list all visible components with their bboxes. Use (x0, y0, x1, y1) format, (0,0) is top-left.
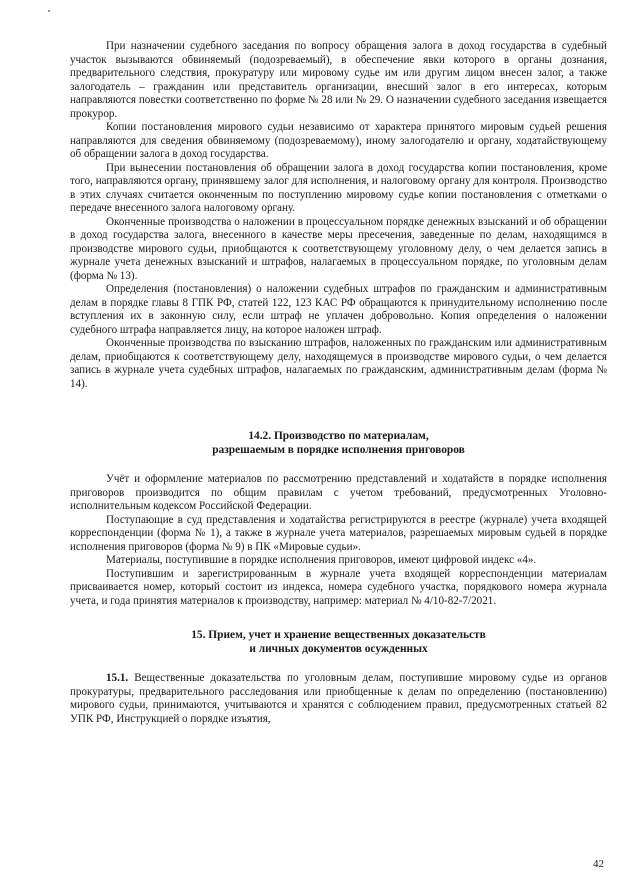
paragraph: Материалы, поступившие в порядке исполнения приговоров, имеют цифровой индекс «4». (106, 554, 537, 566)
paragraph: При вынесении постановления об обращении залога в доход государства копии постановления, кроме того, направляются органу, принявшему залог для исполнения, и налоговому органу для контроля. Производство в этих случаях считается оконченным по поступлению мировому судье копии постановления с отметками о передаче внесенного залога налоговому органу. (70, 161, 607, 214)
heading-line: 15. Прием, учет и хранение вещественных доказательств (191, 629, 486, 641)
paragraph: Определения (постановления) о наложении судебных штрафов по гражданским и административным делам в порядке главы 8 ГПК РФ, статей 122, 123 КАС РФ обращаются к принудительному исполнению после вступления их в законную силу, если штраф не уплачен добровольно. Копия определения о наложении судебного штрафа направляется лицу, на которое наложен штраф. (70, 283, 607, 336)
section-heading-15 (70, 628, 607, 656)
heading-line: и личных документов осужденных (249, 643, 428, 655)
paragraph: Поступающие в суд представления и ходатайства регистрируются в реестре (журнале) учета входящей корреспонденции (форма № 1), а также в журнале учета материалов, разрешаемых мировым судьей в порядке исполнения приговоров (форма № 9) в ПК «Мировые судьи». (70, 513, 607, 553)
section-heading-14-2 (70, 429, 607, 457)
spacer (70, 391, 607, 429)
paragraph-text: Вещественные доказательства по уголовным делам, поступившие мировому судье из органов прокуратуры, предварительного расследования или приобщенные к делам по определению (постановлению) мирового судьи, принимаются, учитываются и хранятся с соблюдением правил, предусмотренных статьей 82 УПК РФ, Инструкцией о порядке изъятия, (70, 672, 607, 725)
page-number: 42 (593, 858, 604, 870)
paragraph: Оконченные производства по взысканию штрафов, наложенных по гражданским или административным делам, приобщаются к соответствующему делу, находящемуся в производстве мирового судьи, о чем делается запись в журнале учета судебных штрафов, налагаемых по гражданским, административным делам (форма № 14). (70, 337, 607, 390)
paragraph: Учёт и оформление материалов по рассмотрению представлений и ходатайств в порядке исполнения приговоров производится по общим правилам с учетом требований, предусмотренных Уголовно-исполнительным кодексом Российской Федерации. (70, 473, 607, 512)
paragraph: Копии постановления мирового судьи независимо от характера принятого мировым судьей решения направляются для сведения обвиняемому (подозреваемому), иному залогодателю и органу, ходатайствующему об обращении залога в доход государства. (70, 121, 607, 160)
paragraph: При назначении судебного заседания по вопросу обращения залога в доход государства в судебный участок вызываются обвиняемый (подозреваемый), в обеспечение явки которого в органы дознания, предварительного следствия, прокуратуру или мировому судье им или другим лицом внесен залог, а также залогодатель – гражданин или представитель организации, внесший залог в его интересах, которым направляются повестки соответственно по форме № 28 или № 29. О назначении судебного заседания извещается прокурор. (70, 40, 607, 120)
spacer (70, 608, 607, 628)
scan-speck (48, 10, 50, 12)
spacer (70, 656, 607, 672)
heading-line: разрешаемым в порядке исполнения приговоров (212, 444, 465, 456)
document-page (70, 40, 607, 726)
paragraph-15-1 (70, 672, 607, 726)
spacer (70, 457, 607, 473)
paragraph: Оконченные производства о наложении в процессуальном порядке денежных взысканий и об обращении в доход государства залога, внесенного в качестве меры пресечения, заведенные по делам, находящимся в производстве мирового судьи, приобщаются к соответствующему уголовному делу, о чем делается запись в журнале учета денежных взысканий и штрафов, налагаемых в процессуальном порядке, по уголовным делам (форма № 13). (70, 215, 607, 282)
clause-number: 15.1. (106, 672, 129, 684)
heading-line: 14.2. Производство по материалам, (248, 430, 429, 442)
paragraph: Поступившим и зарегистрированным в журнале учета входящей корреспонденции материалам присваивается номер, который состоит из индекса, номера судебного участка, порядкового номера журнала учета, и года принятия материалов к производству, например: материал № 4/10-82-7/2021. (70, 567, 607, 607)
